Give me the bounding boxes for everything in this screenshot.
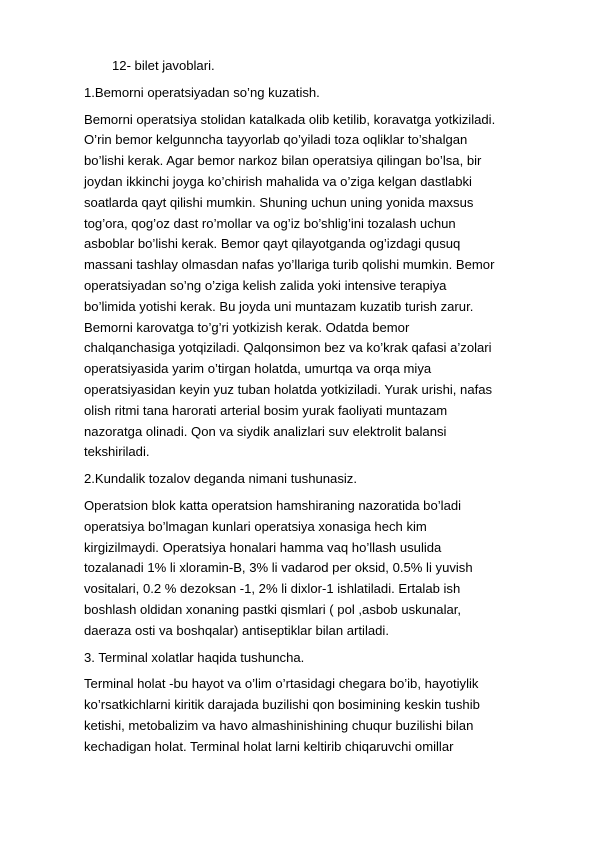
section-2: [84, 469, 564, 641]
text-line: chalqanchasiga yotqiziladi. Qalqonsimon bez va ko’krak qafasi a’zolari: [84, 340, 492, 356]
text-line: asboblar bo’lishi kerak. Bemor qayt qilayotganda og’izdagi qusuq: [84, 236, 461, 252]
text-line: vositalari, 0.2 % dezoksan -1, 2% li dixlor-1 ishlatiladi. Ertalab ish: [84, 581, 461, 597]
section-paragraph: [84, 674, 564, 757]
text-line: nazoratga olinadi. Qon va siydik analizlari suv elektrolit balansi: [84, 423, 447, 439]
text-line: Bemorni karovatga to’g’ri yotkizish kerak. Odatda bemor: [84, 319, 410, 335]
section-paragraph: [84, 110, 564, 464]
text-line: tog’ora, qog’oz dast ro’mollar va og’iz bo’shlig’ini tozalash uchun: [84, 215, 456, 231]
text-line: Terminal holat -bu hayot va o’lim o’rtasidagi chegara bo’ib, hayotiylik: [84, 676, 479, 692]
text-line: Bemorni operatsiya stolidan katalkada olib ketilib, koravatga yotkiziladi.: [84, 111, 496, 127]
text-line: boshlash oldidan xonaning pastki qismlari ( pol ,asbob uskunalar,: [84, 601, 462, 617]
section-3: [84, 648, 564, 758]
section-heading: 3. Terminal xolatlar haqida tushuncha.: [84, 649, 305, 665]
text-line: bo’lishi kerak. Agar bemor narkoz bilan operatsiya qilingan bo’lsa, bir: [84, 153, 482, 169]
text-line: tekshiriladi.: [84, 444, 150, 460]
document-title: 12- bilet javoblari.: [112, 58, 215, 73]
text-line: operatsiyadan so’ng o’ziga kelish zalida yoki intensive terapiya: [84, 277, 447, 293]
text-line: tozalanadi 1% li xloramin-B, 3% li vadarod per oksid, 0.5% li yuvish: [84, 560, 473, 576]
text-line: Operatsion blok katta operatsion hamshiraning nazoratida bo’ladi: [84, 497, 462, 513]
text-line: daeraza osti va boshqalar) antiseptiklar bilan artiladi.: [84, 622, 389, 638]
text-line: operatsiya bo’lmagan kunlari operatsiya xonasiga hech kim: [84, 518, 427, 534]
text-line: massani tashlay olmasdan nafas yo’llariga turib qolishi mumkin. Bemor: [84, 257, 495, 273]
section-heading: 2.Kundalik tozalov deganda nimani tushunasiz.: [84, 471, 357, 487]
text-line: joydan ikkinchi joyga ko’chirish mahalida va o’ziga kelgan dastlabki: [84, 173, 472, 189]
text-line: O’rin bemor kelgunncha tayyorlab qo’yiladi toza oqliklar to’shalgan: [84, 132, 468, 148]
text-line: bo’limida yotishi kerak. Bu joyda uni muntazam kuzatib turish zarur.: [84, 298, 474, 314]
text-line: operatsiyasida yarim o’tirgan holatda, umurtqa va orqa miya: [84, 361, 432, 377]
text-line: kechadigan holat. Terminal holat larni keltirib chiqaruvchi omillar: [84, 738, 454, 754]
section-heading: 1.Bemorni operatsiyadan so’ng kuzatish.: [84, 84, 320, 100]
text-line: soatlarda qayt qilishi mumkin. Shuning uchun uning yonida maxsus: [84, 194, 474, 210]
text-line: ketishi, metobalizim va havo almashinishining chuqur buzilishi bilan: [84, 717, 474, 733]
section-paragraph: [84, 496, 564, 642]
text-line: ko’rsatkichlarni kiritik darajada buzilishi qon bosimining keskin tushib: [84, 697, 480, 713]
text-line: kirgizilmaydi. Operatsiya honalari hamma vaq ho’llash usulida: [84, 539, 442, 555]
text-line: olish ritmi tana harorati arterial bosim yurak faoliyati muntazam: [84, 402, 448, 418]
text-line: operatsiyasidan keyin yuz tuban holatda yotkiziladi. Yurak urishi, nafas: [84, 381, 493, 397]
document-page: [84, 56, 564, 764]
section-1: [84, 83, 564, 463]
